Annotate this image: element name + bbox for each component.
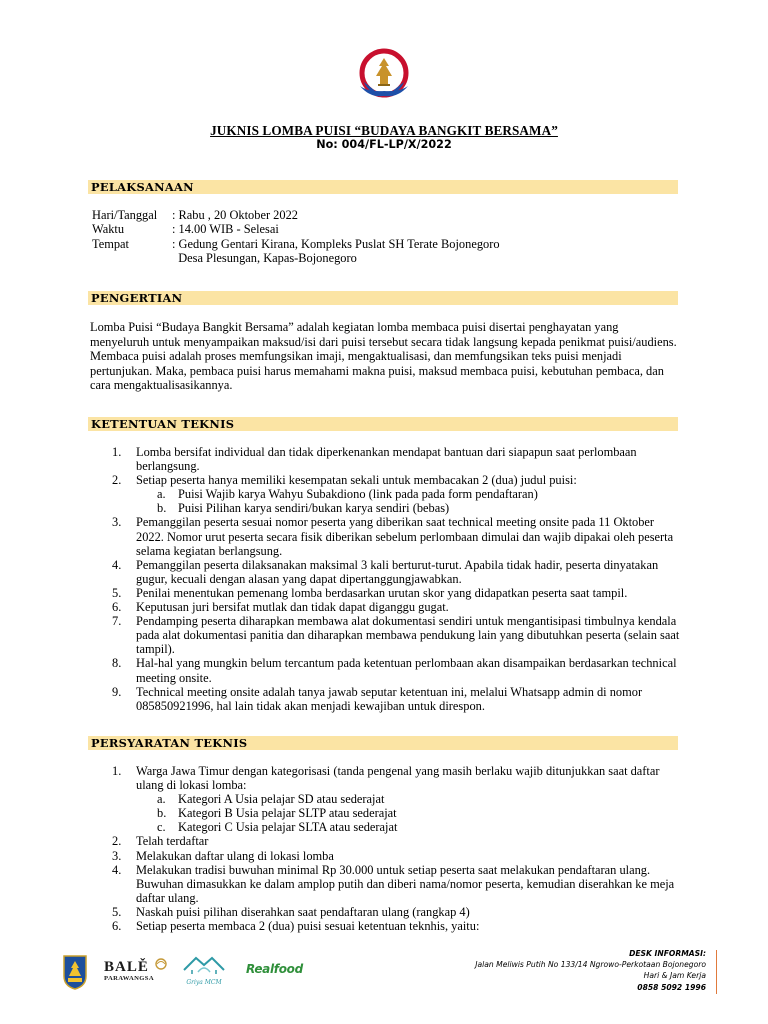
- desk-phone: 0858 5092 1996: [637, 982, 706, 992]
- section-header-ketentuan-teknis: [88, 417, 678, 431]
- list-item: [112, 764, 682, 834]
- desk-hours: Hari & Jam Kerja: [643, 971, 706, 981]
- ketentuan-list: [112, 445, 682, 713]
- jawa-timur-crest-icon: [62, 954, 88, 990]
- list-number: 5.: [112, 904, 122, 919]
- list-number: 8.: [112, 656, 122, 671]
- list-item: [112, 905, 682, 919]
- bale-logo-sub: PARAWANGSA: [104, 975, 155, 982]
- griya-mcm-logo: [180, 954, 228, 988]
- list-item: [112, 863, 682, 905]
- list-number: b.: [157, 501, 167, 516]
- sub-list-item: [157, 487, 682, 501]
- detail-label: Waktu: [92, 222, 125, 237]
- list-text: Penilai menentukan pemenang lomba berdasarkan urutan skor yang didapatkan peserta saat tampil.: [136, 585, 628, 600]
- list-item: [112, 473, 682, 515]
- list-text: Melakukan tradisi buwuhan minimal Rp 30.000 untuk setiap peserta saat melakukan pendaftaran ulang. Buwuhan dimasukkan ke dalam amplop putih dan diberi nama/nomor peserta, kemudian diserahkan ke meja daftar ulang.: [136, 862, 675, 905]
- list-number: b.: [157, 806, 167, 821]
- list-text: Kategori C Usia pelajar SLTA atau sederajat: [178, 820, 398, 835]
- section-header-persyaratan-teknis: [88, 736, 678, 750]
- list-item: [112, 515, 682, 557]
- bale-ornament-icon: [154, 958, 168, 970]
- list-text: Kategori B Usia pelajar SLTP atau sederajat: [178, 806, 397, 821]
- section-heading: KETENTUAN TEKNIS: [91, 417, 235, 431]
- section-heading: PENGERTIAN: [91, 291, 183, 305]
- footer-divider: [716, 950, 717, 994]
- list-text: Technical meeting onsite adalah tanya jawab seputar ketentuan ini, melalui Whatsapp admin di nomor 085850921996, hal lain tidak akan menjadi kewajiban untuk direspon.: [136, 684, 643, 713]
- list-text: Setiap peserta hanya memiliki kesempatan sekali untuk membacakan 2 (dua) judul puisi:: [136, 473, 577, 488]
- section-heading: PERSYARATAN TEKNIS: [91, 736, 248, 750]
- detail-value: Desa Plesungan, Kapas-Bojonegoro: [172, 251, 357, 266]
- list-item: [112, 600, 682, 614]
- list-item: [112, 558, 682, 586]
- list-number: c.: [157, 820, 166, 835]
- detail-value: : Gedung Gentari Kirana, Kompleks Puslat SH Terate Bojonegoro: [172, 236, 500, 251]
- list-item: [112, 919, 682, 933]
- list-number: 2.: [112, 473, 122, 488]
- list-item: [112, 849, 682, 863]
- list-number: 2.: [112, 834, 122, 849]
- document-number: No: 004/FL-LP/X/2022: [316, 138, 452, 151]
- list-text: Puisi Wajib karya Wahyu Subakdiono (link pada pada form pendaftaran): [178, 487, 538, 502]
- list-text: Warga Jawa Timur dengan kategorisasi (tanda pengenal yang masih berlaku wajib ditunjukkan saat daftar ulang di lokasi lomba:: [136, 764, 660, 793]
- list-item: [112, 656, 682, 684]
- list-text: Setiap peserta membaca 2 (dua) puisi sesuai ketentuan teknhis, yaitu:: [136, 919, 480, 934]
- list-item: [112, 834, 682, 848]
- list-number: 4.: [112, 557, 122, 572]
- list-item: [112, 614, 682, 656]
- sub-list-item: [157, 501, 682, 515]
- list-text: Kategori A Usia pelajar SD atau sederajat: [178, 792, 385, 807]
- bale-parawangsa-logo: [104, 960, 154, 983]
- list-number: 4.: [112, 862, 122, 877]
- section-header-pengertian: [88, 291, 678, 305]
- list-text: Naskah puisi pilihan diserahkan saat pendaftaran ulang (rangkap 4): [136, 904, 470, 919]
- document-title: JUKNIS LOMBA PUISI “BUDAYA BANGKIT BERSAMA”: [210, 123, 558, 138]
- pengertian-paragraph: Lomba Puisi “Budaya Bangkit Bersama” adalah kegiatan lomba membaca puisi disertai penghayatan yang menyeluruh untuk menyampaikan maksud/isi dari puisi tersebut secara tidak langsung kepada penikmat puisi/audiens. Membaca puisi adalah proses memfungsikan imaji, mengaktualisasi, dan memfungsikan teks puisi menjadi pertunjukan. Maka, pembaca puisi harus memahami makna puisi, maksud membaca puisi, kebutuhan pembaca, dan cara mengaktualisasikannya.: [90, 320, 677, 393]
- section-header-pelaksanaan: [88, 180, 678, 194]
- griya-mcm-name: Griya MCM: [186, 979, 222, 986]
- list-text: Lomba bersifat individual dan tidak diperkenankan mendapat bantuan dari siapapun saat perlombaan berlangsung.: [136, 445, 637, 474]
- kelompok-kerja-kebudayaan-emblem-icon: [356, 46, 412, 102]
- detail-label: Hari/Tanggal: [92, 208, 158, 222]
- list-number: 1.: [112, 445, 122, 459]
- list-number: 3.: [112, 848, 122, 863]
- list-text: Melakukan daftar ulang di lokasi lomba: [136, 848, 334, 863]
- list-number: 9.: [112, 684, 122, 699]
- list-number: 1.: [112, 764, 122, 778]
- list-text: Keputusan juri bersifat mutlak dan tidak dapat diganggu gugat.: [136, 600, 449, 615]
- list-text: Pemanggilan peserta sesuai nomor peserta yang diberikan saat technical meeting onsite pada 11 Oktober 2022. Nomor urut peserta secara fisik diberikan sebelum perlombaan dimulai dan wajib dipakai oleh peserta selama kegiatan berlangsung.: [136, 515, 674, 558]
- detail-label: Tempat: [92, 236, 129, 251]
- list-number: 7.: [112, 614, 122, 629]
- list-text: Hal-hal yang mungkin belum tercantum pada ketentuan perlombaan akan disampaikan berdasarkan technical meeting onsite.: [136, 656, 677, 685]
- list-number: a.: [157, 487, 166, 502]
- sub-list: [136, 487, 682, 515]
- sub-list: [136, 792, 682, 834]
- sub-list-item: [157, 820, 682, 834]
- list-text: Pendamping peserta diharapkan membawa alat dokumentasi sendiri untuk mengantisipasi timbulnya kendala pada alat dokumentasi panitia dan diharapkan membawa pendukung lain yang dibutuhkan peserta (selain saat tampil).: [136, 614, 680, 657]
- desk-address: Jalan Meliwis Putih No 133/14 Ngrowo-Perkotaan Bojonegoro: [475, 960, 706, 970]
- list-number: 3.: [112, 515, 122, 530]
- list-item: [112, 445, 682, 473]
- list-number: 6.: [112, 600, 122, 615]
- realfood-logo: Realfood: [246, 962, 303, 976]
- griya-mcm-house-icon: [182, 954, 226, 976]
- sponsor-logos: [62, 952, 322, 992]
- bale-logo-name: BALĚ: [104, 959, 149, 975]
- list-text: Pemanggilan peserta dilaksanakan maksimal 3 kali berturut-turut. Apabila tidak hadir, peserta dinyatakan gugur, kecuali dengan alasan yang dapat dipertanggungjawabkan.: [136, 557, 659, 586]
- desk-heading: DESK INFORMASI:: [629, 949, 706, 958]
- list-item: [112, 586, 682, 600]
- desk-informasi: [475, 948, 706, 993]
- list-text: Telah terdaftar: [136, 834, 209, 849]
- persyaratan-list: [112, 764, 682, 933]
- list-text: Puisi Pilihan karya sendiri/bukan karya sendiri (bebas): [178, 501, 450, 516]
- list-number: 6.: [112, 919, 122, 934]
- detail-value: : 14.00 WIB - Selesai: [172, 222, 279, 237]
- list-item: [112, 685, 682, 713]
- sub-list-item: [157, 792, 682, 806]
- list-number: 5.: [112, 585, 122, 600]
- section-heading: PELAKSANAAN: [91, 180, 194, 194]
- detail-value: : Rabu , 20 Oktober 2022: [172, 208, 298, 222]
- sub-list-item: [157, 806, 682, 820]
- list-number: a.: [157, 792, 166, 807]
